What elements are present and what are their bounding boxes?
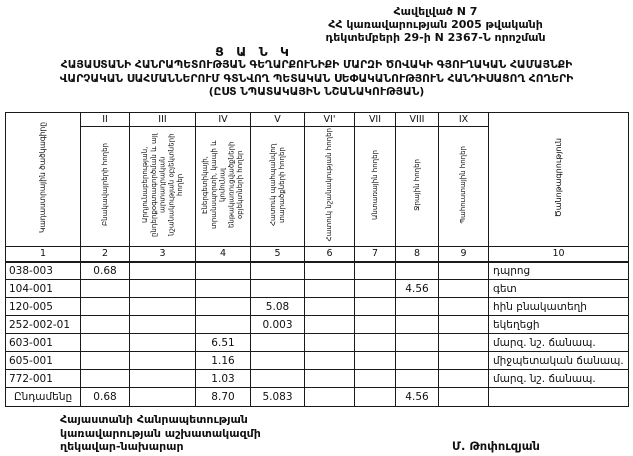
corner-header-label: Կադաստրային ծածկագիրը bbox=[38, 122, 48, 234]
value-cell bbox=[396, 316, 439, 334]
total-value-cell: 4.56 bbox=[396, 388, 439, 407]
column-number: 4 bbox=[196, 247, 251, 262]
category-header-cell bbox=[439, 127, 489, 247]
column-number: 7 bbox=[355, 247, 396, 262]
value-cell bbox=[305, 262, 355, 280]
value-cell bbox=[251, 334, 305, 352]
category-header-cell bbox=[130, 127, 196, 247]
signatory-title-line: ղեկավար-նախարար bbox=[60, 440, 184, 453]
column-number: 3 bbox=[130, 247, 196, 262]
title-line: ՎԱՐՉԱԿԱՆ ՍԱՀՄԱՆՆԵՐՈՒՄ ԳՏՆՎՈՂ ՊԵՏԱԿԱՆ ՍԵՓԱԿԱՆՈՒԹՅՈՒՆ ՀԱՆԴԻՍԱՑՈՂ ՀՈՂԵՐԻ bbox=[59, 71, 574, 85]
note-cell: գետ bbox=[489, 280, 629, 298]
value-cell bbox=[396, 370, 439, 388]
total-value-cell bbox=[355, 388, 396, 407]
roman-numeral-iii: III bbox=[130, 113, 196, 127]
cadastral-code-cell: 104-001 bbox=[6, 280, 81, 298]
category-header-label: Արդյունաբերության, ընդերքօգտագործման և այլ արտադրական նշանակության օբյեկտների հողեր bbox=[140, 132, 184, 237]
value-cell: 0.68 bbox=[81, 262, 130, 280]
value-cell bbox=[355, 352, 396, 370]
land-categories-table bbox=[5, 112, 629, 407]
table-row bbox=[6, 370, 629, 388]
signature-name: Մ. Թոփուզյան bbox=[452, 439, 540, 453]
value-cell bbox=[251, 262, 305, 280]
value-cell bbox=[251, 370, 305, 388]
value-cell bbox=[130, 316, 196, 334]
value-cell bbox=[439, 370, 489, 388]
column-number: 10 bbox=[489, 247, 629, 262]
value-cell bbox=[81, 316, 130, 334]
value-cell bbox=[439, 352, 489, 370]
value-cell bbox=[355, 334, 396, 352]
total-value-cell: 5.083 bbox=[251, 388, 305, 407]
value-cell bbox=[439, 334, 489, 352]
cadastral-code-cell: 120-005 bbox=[6, 298, 81, 316]
value-cell bbox=[81, 280, 130, 298]
corner-header-cell bbox=[6, 113, 81, 247]
value-cell bbox=[130, 352, 196, 370]
category-header-label: Հատուկ պահպանվող տարածքների հողեր bbox=[268, 143, 286, 226]
value-cell bbox=[396, 298, 439, 316]
value-cell bbox=[305, 316, 355, 334]
signatory-title-block bbox=[60, 413, 261, 454]
value-cell: 1.03 bbox=[196, 370, 251, 388]
document-heading: Ց Ա Ն Կ bbox=[215, 44, 293, 59]
roman-numeral-iv: IV bbox=[196, 113, 251, 127]
value-cell bbox=[355, 316, 396, 334]
category-header-label: Ջրային հողեր bbox=[412, 158, 421, 211]
signatory-title-line: կառավարության աշխատակազմի bbox=[60, 426, 261, 440]
value-cell: 4.56 bbox=[396, 280, 439, 298]
value-cell bbox=[439, 280, 489, 298]
category-header-cell bbox=[196, 127, 251, 247]
value-cell bbox=[305, 352, 355, 370]
document-title bbox=[0, 58, 633, 99]
annex-line: ՀՀ կառավարության 2005 թվականի bbox=[328, 18, 543, 31]
title-line: (ԸՍՏ ՆՊԱՏԱԿԱՅԻՆ ՆՇԱՆԱԿՈՒԹՅԱՆ) bbox=[208, 85, 425, 98]
total-value-cell bbox=[305, 388, 355, 407]
note-cell: դպրոց bbox=[489, 262, 629, 280]
value-cell bbox=[305, 280, 355, 298]
roman-numeral-vi: VI' bbox=[305, 113, 355, 127]
table-row bbox=[6, 280, 629, 298]
table-row bbox=[6, 352, 629, 370]
value-cell bbox=[81, 370, 130, 388]
table-row bbox=[6, 262, 629, 280]
cadastral-code-cell: 252-002-01 bbox=[6, 316, 81, 334]
column-number: 1 bbox=[6, 247, 81, 262]
value-cell bbox=[355, 370, 396, 388]
value-cell bbox=[396, 262, 439, 280]
annex-line: Հավելված N 7 bbox=[393, 5, 478, 18]
value-cell bbox=[130, 280, 196, 298]
category-header-cell bbox=[396, 127, 439, 247]
total-note-cell bbox=[489, 388, 629, 407]
roman-numeral-ii: II bbox=[81, 113, 130, 127]
note-cell: հին բնակատեղի bbox=[489, 298, 629, 316]
roman-numeral-v: V bbox=[251, 113, 305, 127]
value-cell bbox=[251, 280, 305, 298]
category-header-cell bbox=[251, 127, 305, 247]
value-cell bbox=[305, 298, 355, 316]
value-cell bbox=[355, 280, 396, 298]
cadastral-code-cell: 772-001 bbox=[6, 370, 81, 388]
cadastral-code-cell: 605-001 bbox=[6, 352, 81, 370]
value-cell bbox=[396, 334, 439, 352]
total-value-cell bbox=[130, 388, 196, 407]
category-header-label: Էներգետիկայի, տրանսպորտի, կապի և կոմունալ ենթակառուցվածքների օբյեկտների հողեր bbox=[201, 140, 245, 229]
note-cell: մարզ. նշ. ճանապ. bbox=[489, 334, 629, 352]
category-header-label: Անտառային հողեր bbox=[370, 149, 379, 220]
note-cell: միջպետական ճանապ. bbox=[489, 352, 629, 370]
category-header-label: Բնակավայրերի հողեր bbox=[100, 143, 109, 226]
annex-reference-block bbox=[258, 5, 613, 44]
value-cell bbox=[196, 298, 251, 316]
value-cell bbox=[196, 280, 251, 298]
table-body bbox=[6, 262, 629, 388]
title-line: ՀԱՅԱՍՏԱՆԻ ՀԱՆՐԱՊԵՏՈՒԹՅԱՆ ԳԵՂԱՐՔՈՒՆԻՔԻ ՄԱՐԶԻ ԾՈՎԱԿԻ ԳՅՈՒՂԱԿԱՆ ՀԱՄԱՅՆՔԻ bbox=[60, 58, 573, 71]
note-cell: մարզ. նշ. ճանապ. bbox=[489, 370, 629, 388]
value-cell bbox=[196, 316, 251, 334]
value-cell: 5.08 bbox=[251, 298, 305, 316]
roman-numeral-row bbox=[6, 113, 629, 127]
value-cell: 1.16 bbox=[196, 352, 251, 370]
category-header-cell bbox=[305, 127, 355, 247]
cadastral-code-cell: 038-003 bbox=[6, 262, 81, 280]
total-value-cell: 8.70 bbox=[196, 388, 251, 407]
note-cell: եկեղեցի bbox=[489, 316, 629, 334]
value-cell bbox=[305, 370, 355, 388]
total-row bbox=[6, 388, 629, 407]
value-cell bbox=[251, 352, 305, 370]
value-cell bbox=[439, 262, 489, 280]
column-number: 5 bbox=[251, 247, 305, 262]
annex-line: դեկտեմբերի 29-ի N 2367-Ն որոշման bbox=[325, 31, 546, 44]
value-cell bbox=[81, 298, 130, 316]
value-cell bbox=[130, 370, 196, 388]
category-header-label: Պահուստային հողեր bbox=[459, 145, 468, 224]
category-header-cell bbox=[81, 127, 130, 247]
roman-numeral-ix: IX bbox=[439, 113, 489, 127]
value-cell bbox=[396, 352, 439, 370]
column-number: 6 bbox=[305, 247, 355, 262]
signatory-title-line: Հայաստանի Հանրապետության bbox=[60, 413, 248, 426]
table-row bbox=[6, 334, 629, 352]
column-number-row bbox=[6, 247, 629, 262]
category-header-label: Հատուկ նշանակության հողեր bbox=[325, 127, 334, 242]
category-header-cell bbox=[355, 127, 396, 247]
value-cell bbox=[130, 262, 196, 280]
total-value-cell bbox=[439, 388, 489, 407]
total-value-cell: 0.68 bbox=[81, 388, 130, 407]
column-number: 2 bbox=[81, 247, 130, 262]
note-header-label: Ծանոթագրություն bbox=[553, 138, 563, 218]
column-number: 8 bbox=[396, 247, 439, 262]
value-cell bbox=[130, 334, 196, 352]
table-row bbox=[6, 298, 629, 316]
value-cell bbox=[196, 262, 251, 280]
roman-numeral-viii: VIII bbox=[396, 113, 439, 127]
cadastral-code-cell: 603-001 bbox=[6, 334, 81, 352]
total-label-cell: Ընդամենը bbox=[6, 388, 81, 407]
value-cell bbox=[81, 334, 130, 352]
note-header-cell bbox=[489, 113, 629, 247]
value-cell bbox=[81, 352, 130, 370]
value-cell: 0.003 bbox=[251, 316, 305, 334]
roman-numeral-vii: VII bbox=[355, 113, 396, 127]
value-cell bbox=[130, 298, 196, 316]
value-cell bbox=[439, 316, 489, 334]
value-cell bbox=[439, 298, 489, 316]
value-cell bbox=[355, 298, 396, 316]
value-cell bbox=[355, 262, 396, 280]
value-cell bbox=[305, 334, 355, 352]
column-number: 9 bbox=[439, 247, 489, 262]
table-row bbox=[6, 316, 629, 334]
value-cell: 6.51 bbox=[196, 334, 251, 352]
